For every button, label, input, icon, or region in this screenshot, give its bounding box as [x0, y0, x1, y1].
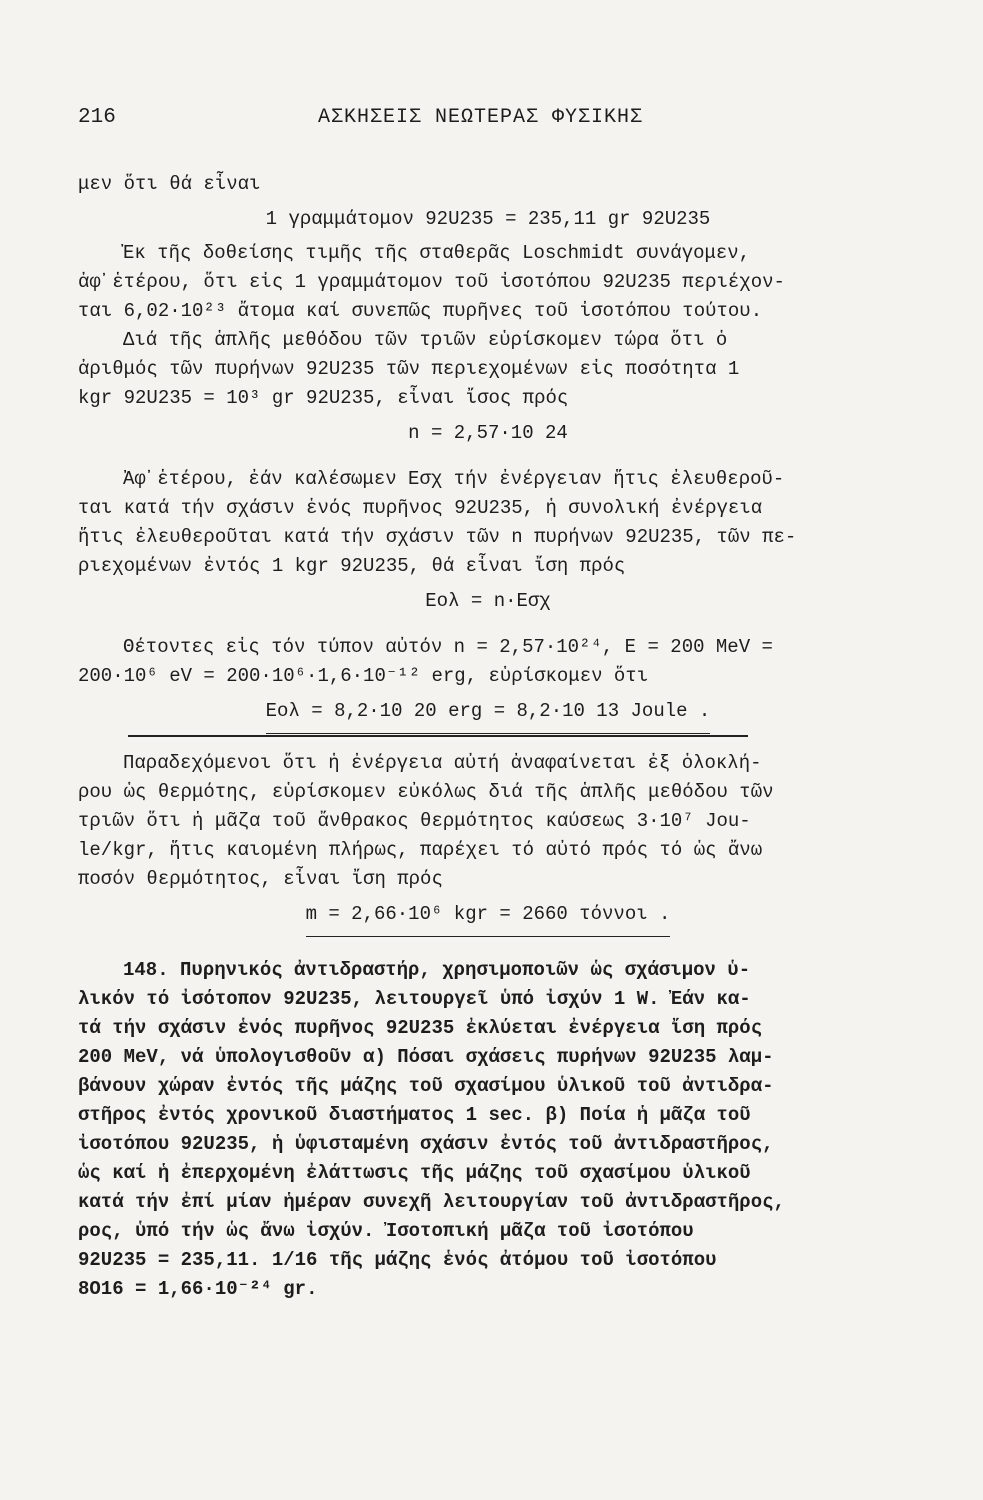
- equation-total-energy: Eολ = n·Eσχ: [425, 590, 551, 612]
- paragraph-coal: [78, 749, 898, 894]
- text-line: ἥτις ἐλευθεροῦται κατά τήν σχάσιν τῶν n πυρήνων 92U235, τῶν πε-: [78, 526, 797, 548]
- page-body: [78, 170, 898, 1304]
- running-title: ΑΣΚΗΣΕΙΣ ΝΕΩΤΕΡΑΣ ΦΥΣΙΚΗΣ: [318, 106, 644, 129]
- text-line: ται 6,02·10²³ ἄτομα καί συνεπῶς πυρῆνες τοῦ ἰσοτόπου τούτου.: [78, 300, 763, 322]
- exercise-148: [78, 956, 898, 1304]
- text-line: ἀφ᾽ἑτέρου, ὅτι εἰς 1 γραμμάτομον τοῦ ἰσοτόπου 92U235 περιέχον-: [78, 271, 785, 293]
- text-line: μεν ὅτι θά εἶναι: [78, 173, 261, 195]
- result-energy: Eολ = 8,2·10 20 erg = 8,2·10 13 Joule .: [266, 691, 711, 734]
- text-line: ποσόν θερμότητος, εἶναι ἴση πρός: [78, 868, 443, 890]
- text-line: ἀριθμός τῶν πυρήνων 92U235 τῶν περιεχομένων εἰς ποσότητα 1: [78, 358, 740, 380]
- text-line: Παραδεχόμενοι ὅτι ἡ ἐνέργεια αὐτή ἀναφαίνεται ἐξ ὁλοκλή-: [123, 752, 762, 774]
- text-line: 148. Πυρηνικός ἀντιδραστήρ, χρησιμοποιῶν ὡς σχάσιμον ὑ-: [123, 959, 751, 981]
- text-line: κατά τήν ἐπί μίαν ἡμέραν συνεχῆ λειτουργίαν τοῦ ἀντιδραστῆρος,: [78, 1191, 785, 1213]
- text-line: 8O16 = 1,66·10⁻²⁴ gr.: [78, 1278, 318, 1300]
- text-line: τά τήν σχάσιν ἑνός πυρῆνος 92U235 ἐκλύεται ἐνέργεια ἴση πρός: [78, 1017, 763, 1039]
- paragraph-loschmidt: [78, 239, 898, 413]
- text-line: 200 MeV, νά ὑπολογισθοῦν α) Πόσαι σχάσεις πυρήνων 92U235 λαμ-: [78, 1046, 774, 1068]
- paragraph-substitution: [78, 633, 898, 691]
- text-line: Ἐκ τῆς δοθείσης τιμῆς τῆς σταθερᾶς Loschmidt συνάγομεν,: [123, 242, 751, 264]
- text-line: τριῶν ὅτι ἡ μᾶζα τοῦ ἄνθρακος θερμότητος καύσεως 3·10⁷ Jou-: [78, 810, 751, 832]
- text-line: ὡς καί ἡ ἐπερχομένη ἐλάττωσις τῆς μάζης τοῦ σχασίμου ὑλικοῦ: [78, 1162, 751, 1184]
- text-line: Ἀφ᾽ἑτέρου, ἐάν καλέσωμεν Eσχ τήν ἐνέργειαν ἥτις ἐλευθεροῦ-: [123, 468, 785, 490]
- text-line: ἰσοτόπου 92U235, ἡ ὑφισταμένη σχάσιν ἐντός τοῦ ἀντιδραστῆρος,: [78, 1133, 774, 1155]
- text-line: ρος, ὑπό τήν ὡς ἄνω ἰσχύν. Ἰσοτοπική μᾶζα τοῦ ἰσοτόπου: [78, 1220, 694, 1242]
- text-line: ρου ὡς θερμότης, εὑρίσκομεν εὐκόλως διά τῆς ἁπλῆς μεθόδου τῶν: [78, 781, 774, 803]
- text-line: 200·10⁶ eV = 200·10⁶·1,6·10⁻¹² erg, εὑρίσκομεν ὅτι: [78, 665, 649, 687]
- result-mass: m = 2,66·10⁶ kgr = 2660 τόννοι .: [306, 894, 671, 937]
- divider: [128, 735, 748, 737]
- text-line: ριεχομένων ἐντός 1 kgr 92U235, θά εἶναι ἴση πρός: [78, 555, 626, 577]
- text-line: βάνουν χώραν ἐντός τῆς μάζης τοῦ σχασίμου ὑλικοῦ τοῦ ἀντιδρα-: [78, 1075, 774, 1097]
- equation-energy-result: [78, 691, 898, 731]
- text-line: Θέτοντες εἰς τόν τύπον αὐτόν n = 2,57·10²⁴, E = 200 MeV =: [123, 636, 773, 658]
- text-line: 92U235 = 235,11. 1/16 τῆς μάζης ἑνός ἀτόμου τοῦ ἰσοτόπου: [78, 1249, 717, 1271]
- page-number: 216: [78, 106, 116, 129]
- text-line: λικόν τό ἰσότοπον 92U235, λειτουργεῖ ὑπό ἰσχύν 1 W. Ἐάν κα-: [78, 988, 751, 1010]
- paragraph-energy: [78, 465, 898, 581]
- equation-n: n = 2,57·10 24: [408, 422, 568, 444]
- equation-mass-result: [78, 894, 898, 934]
- text-line: Διά τῆς ἁπλῆς μεθόδου τῶν τριῶν εὑρίσκομεν τώρα ὅτι ὁ: [123, 329, 728, 351]
- text-line: στῆρος ἐντός χρονικοῦ διαστήματος 1 sec. β) Ποία ἡ μᾶζα τοῦ: [78, 1104, 751, 1126]
- text-line: le/kgr, ἥτις καιομένη πλήρως, παρέχει τό αὐτό πρός τό ὡς ἄνω: [78, 839, 763, 861]
- text-line: kgr 92U235 = 10³ gr 92U235, εἶναι ἴσος πρός: [78, 387, 569, 409]
- page-header: [78, 106, 903, 136]
- text-line: ται κατά τήν σχάσιν ἑνός πυρῆνος 92U235, ἡ συνολική ἐνέργεια: [78, 497, 763, 519]
- equation-gram-atom: 1 γραμμάτομον 92U235 = 235,11 gr 92U235: [265, 208, 711, 230]
